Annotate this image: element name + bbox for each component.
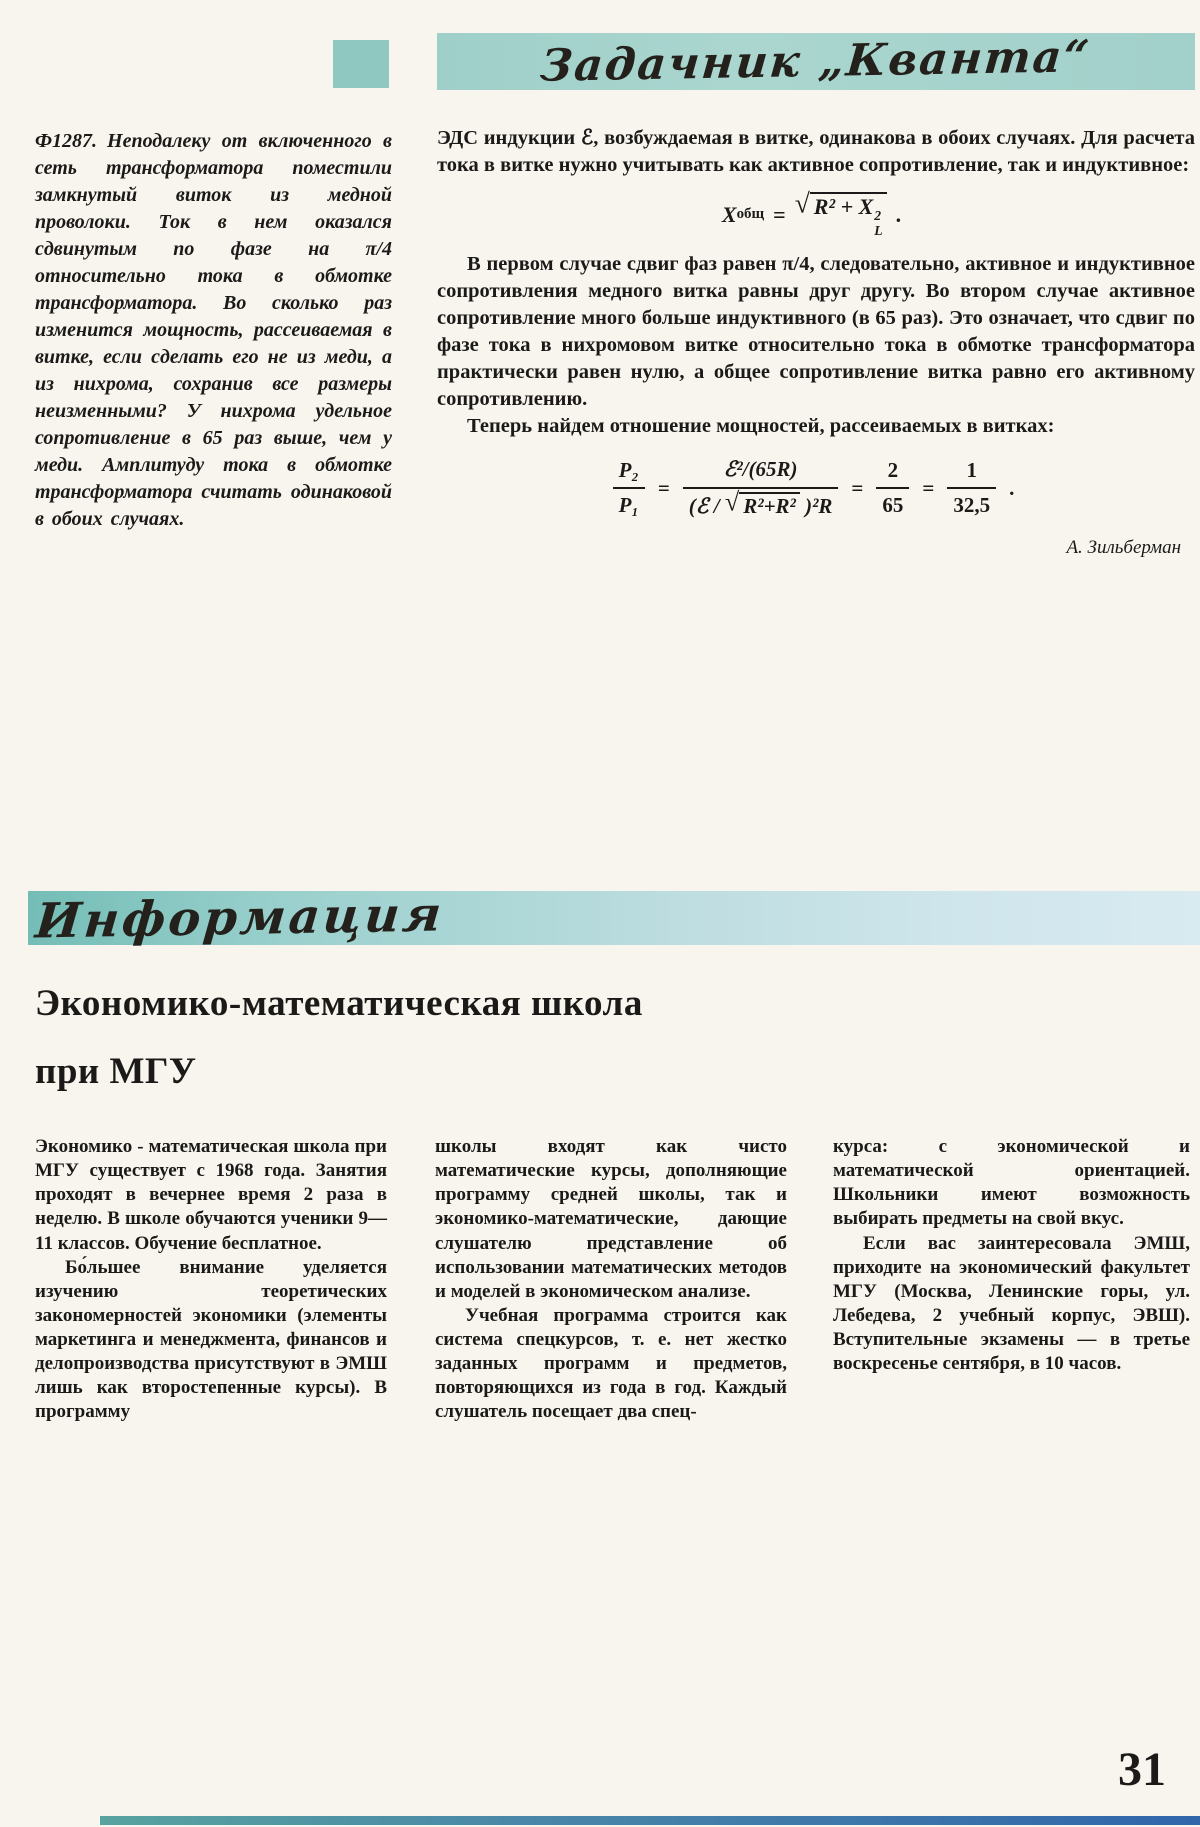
radical-sign: √: [724, 487, 740, 517]
impedance-formula: [437, 187, 1195, 238]
equals-sign: =: [657, 475, 670, 500]
radicand: R²+R²: [739, 492, 800, 518]
fraction-p2-p1: [613, 457, 645, 520]
formula-period: .: [895, 202, 902, 228]
info-paragraph: курса: с экономической и математической ориентацией. Школьники имеют возможность выбирать предметы на свой вкус.: [833, 1136, 1190, 1230]
info-column-2: [435, 1135, 787, 1425]
denominator-close: )²R: [805, 493, 833, 518]
article-title-line-2: при МГУ: [35, 1051, 197, 1092]
denominator-open: (ℰ /: [688, 493, 720, 518]
info-column-1: [35, 1135, 387, 1425]
fraction-numerator: ℰ²/(65R): [723, 457, 798, 482]
radical-sign: √: [794, 187, 810, 219]
problem-number: Ф1287.: [35, 130, 98, 152]
equals-sign: =: [851, 475, 864, 500]
info-paragraph: школы входят как чисто математические курсы, дополняющие программу средней школы, так и экономико-математические, дающие слушателю представление об использовании математических методов и моделей в экономическом анализе.: [435, 1136, 787, 1302]
info-paragraph: Учебная программа строится как система спецкурсов, т. е. нет жестко заданных программ и предметов, повторяющихся из года в год. Каждый слушатель посещает два спец-: [435, 1304, 787, 1423]
info-banner-script-title: Информация: [33, 886, 447, 950]
author-signature: А. Зильберман: [1066, 536, 1181, 558]
solution-column: [437, 125, 1195, 560]
subscript-L: L: [874, 222, 883, 238]
problem-text: [35, 128, 392, 533]
equals-sign: =: [773, 202, 786, 228]
fraction-numerator: P₂: [618, 457, 639, 482]
info-banner: [28, 886, 1200, 950]
radicand: [810, 192, 887, 238]
sup-sub-stack: [874, 209, 882, 238]
superscript-2: 2: [874, 208, 882, 224]
square-root: [724, 487, 800, 518]
bottom-rule: [100, 1816, 1200, 1825]
info-paragraph: Если вас заинтересовала ЭМШ, приходите на экономический факультет МГУ (Москва, Ленинские горы, ул. Лебедева, 2 учебный корпус, ЭВШ). Вступительные экзамены — в третье воскресенье сентября, в 10 часов.: [833, 1232, 1190, 1375]
fraction-denominator: P₁: [613, 487, 645, 520]
power-ratio-formula: [437, 456, 1195, 520]
section-banner: [437, 30, 1195, 92]
problem-body: Неподалеку от включенного в сеть трансформатора поместили замкнутый виток из медной проволоки. Ток в нем оказался сдвинутым по фазе на π/4 относительно тока в обмотке трансформатора. Во сколько раз изменится мощность, рассеиваемая в витке, если сделать его не из меди, а из нихрома, сохранив все размеры неизменными? У нихрома удельное сопротивление в 65 раз выше, чем у меди. Амплитуду тока в обмотке трансформатора считать одинаковой в обоих случаях.: [35, 130, 392, 530]
formula-period: .: [1009, 475, 1015, 500]
solution-paragraph-3: Теперь найдем отношение мощностей, рассеиваемых в витках:: [467, 415, 1055, 438]
fraction-main: [683, 456, 839, 520]
section-title-script: Задачник „Кванта“: [538, 30, 1094, 92]
fraction-denominator: [683, 487, 839, 521]
fraction-numerator: 1: [966, 457, 977, 482]
fraction-1-32_5: [947, 457, 996, 520]
radicand-terms: R² + X: [813, 194, 874, 220]
solution-paragraph-2: В первом случае сдвиг фаз равен π/4, следовательно, активное и индуктивное сопротивления медного витка равны друг другу. Во втором случае активное сопротивление много больше индуктивного (в 65 раз). Это означает, что сдвиг по фазе тока в нихромовом витке относительно тока в обмотке трансформатора практически равен нулю, а общее сопротивление витка равно его активному сопротивлению.: [437, 252, 1195, 411]
info-column-3: [833, 1135, 1190, 1376]
fraction-denominator: 32,5: [947, 487, 996, 520]
fraction-numerator: 2: [887, 457, 899, 482]
page-number: 31: [1118, 1743, 1166, 1796]
problem-column: [35, 128, 392, 533]
solution-paragraph-1: ЭДС индукции ℰ, возбуждаемая в витке, одинакова в обоих случаях. Для расчета тока в витке нужно учитывать как активное сопротивление, так и индуктивное:: [437, 127, 1195, 177]
formula-lhs-symbol: X: [721, 202, 737, 228]
square-root: [794, 187, 887, 238]
decorative-teal-square: [333, 40, 389, 88]
fraction-2-65: [876, 457, 909, 520]
formula-lhs-subscript: общ: [736, 206, 765, 223]
equals-sign: =: [922, 475, 935, 500]
fraction-denominator: 65: [876, 487, 909, 520]
article-title-line-1: Экономико-математическая школа: [35, 983, 643, 1024]
info-paragraph: Экономико - математическая школа при МГУ существует с 1968 года. Занятия проходят в вечернее время 2 раза в неделю. В школе обучаются ученики 9—11 классов. Обучение бесплатное.: [35, 1136, 387, 1254]
info-paragraph: Бо́льшее внимание уделяется изучению теоретических закономерностей экономики (элементы маркетинга и менеджмента, финансов и делопроизводства присутствуют в ЭМШ лишь как второстепенные курсы). В программу: [35, 1256, 387, 1423]
